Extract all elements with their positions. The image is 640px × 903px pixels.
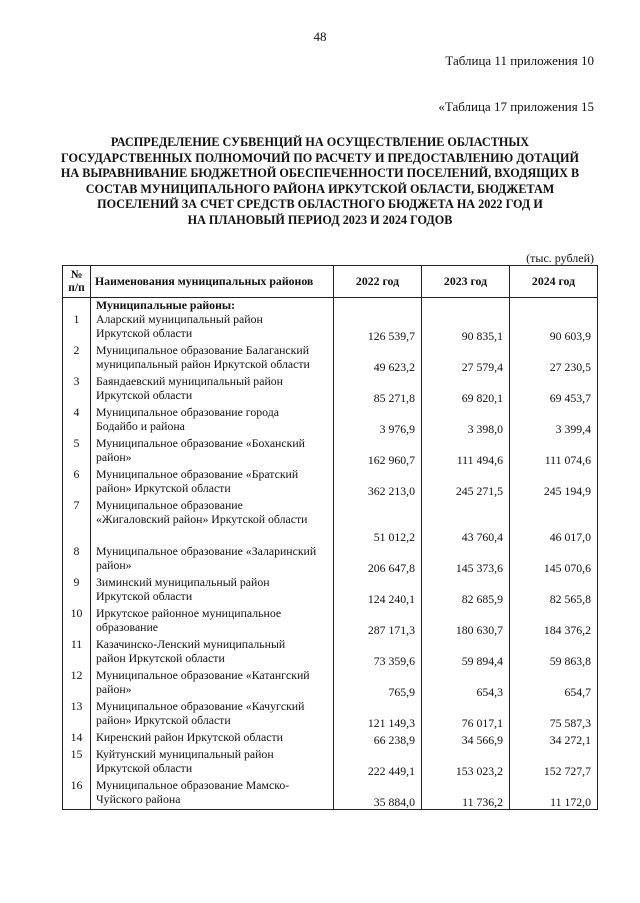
row-number: 6: [63, 467, 91, 498]
value-2024: 90 603,9: [510, 312, 598, 343]
district-name: [91, 730, 334, 747]
district-name-line: Иркутское районное муниципальное: [96, 606, 282, 621]
value-2023: 34 566,9: [422, 730, 510, 747]
value-2024: 69 453,7: [510, 374, 598, 405]
value-2023: 180 630,7: [422, 606, 510, 637]
row-number: 15: [63, 747, 91, 778]
district-name-line: Муниципальное образование «Братский: [96, 467, 299, 482]
row-number: 5: [63, 436, 91, 467]
district-name-line: Бодайбо и района: [96, 419, 185, 434]
district-name-line: муниципальный район Иркутской области: [96, 357, 310, 372]
value-2024: 46 017,0: [510, 498, 598, 544]
table-row: [63, 778, 598, 809]
value-2023: 69 820,1: [422, 374, 510, 405]
value-2022: 162 960,7: [334, 436, 422, 467]
row-number: 9: [63, 575, 91, 606]
district-name-line: район»: [96, 450, 132, 465]
value-2023: 59 894,4: [422, 637, 510, 668]
value-2023: 654,3: [422, 668, 510, 699]
value-2022: 126 539,7: [334, 312, 422, 343]
district-name-line: район»: [96, 682, 132, 697]
row-number: 16: [63, 778, 91, 809]
value-2022: 85 271,8: [334, 374, 422, 405]
title-line: ПОСЕЛЕНИЙ ЗА СЧЕТ СРЕДСТВ ОБЛАСТНОГО БЮДЖЕТА НА 2022 ГОД И: [97, 197, 543, 212]
subsidies-table: [62, 265, 598, 810]
title-line: РАСПРЕДЕЛЕНИЕ СУБВЕНЦИЙ НА ОСУЩЕСТВЛЕНИЕ ОБЛАСТНЫХ: [110, 135, 530, 149]
table-row: [63, 498, 598, 544]
district-name-line: Муниципальное образование «Качугский: [96, 699, 305, 714]
value-2022: 35 884,0: [334, 778, 422, 809]
district-name-line: Баяндаевский муниципальный район: [96, 374, 283, 389]
value-2024: 75 587,3: [510, 699, 598, 730]
district-name: [91, 405, 334, 436]
title-line: НА ВЫРАВНИВАНИЕ БЮДЖЕТНОЙ ОБЕСПЕЧЕННОСТИ ПОСЕЛЕНИЙ, ВХОДЯЩИХ В: [60, 166, 580, 181]
value-2024: 11 172,0: [510, 778, 598, 809]
value-2023: 145 373,6: [422, 544, 510, 575]
row-number: 7: [63, 498, 91, 544]
district-name: [91, 778, 334, 809]
row-number: 12: [63, 668, 91, 699]
value-2024: 152 727,7: [510, 747, 598, 778]
table-row: [63, 544, 598, 575]
table-row: [63, 405, 598, 436]
district-name-line: Зиминский муниципальный район: [96, 575, 270, 590]
value-2023: 43 760,4: [422, 498, 510, 544]
units-label: (тыс. рублей): [526, 251, 594, 265]
value-2022: 206 647,8: [334, 544, 422, 575]
district-name: [91, 374, 334, 405]
district-name-line: Иркутской области: [96, 326, 193, 341]
district-name-line: образование: [96, 620, 159, 635]
header-number: [63, 266, 91, 298]
value-2024: 27 230,5: [510, 343, 598, 374]
value-2023: 3 398,0: [422, 405, 510, 436]
table-body: [63, 298, 598, 810]
header-number-line: п/п: [68, 281, 85, 294]
header-2023: 2023 год: [422, 266, 510, 298]
title-line: СОСТАВ МУНИЦИПАЛЬНОГО РАЙОНА ИРКУТСКОЙ ОБЛАСТИ, БЮДЖЕТАМ: [85, 181, 555, 196]
district-name-line: «Жигаловский район» Иркутской области: [96, 512, 308, 527]
header-number-line: №: [70, 268, 83, 281]
row-number: 1: [63, 312, 91, 343]
value-2022: 765,9: [334, 668, 422, 699]
table-row: [63, 343, 598, 374]
district-name-line: Иркутской области: [96, 761, 193, 776]
row-number: 10: [63, 606, 91, 637]
table-reference: Таблица 11 приложения 10: [445, 53, 594, 68]
value-2022: 73 359,6: [334, 637, 422, 668]
value-2022: 124 240,1: [334, 575, 422, 606]
header-2024: 2024 год: [510, 266, 598, 298]
value-2024: 184 376,2: [510, 606, 598, 637]
value-2022: 287 171,3: [334, 606, 422, 637]
district-name-line: район Иркутской области: [96, 651, 225, 666]
value-2024: 111 074,6: [510, 436, 598, 467]
district-name: [91, 699, 334, 730]
title-line: ГОСУДАРСТВЕННЫХ ПОЛНОМОЧИЙ ПО РАСЧЕТУ И ПРЕДОСТАВЛЕНИЮ ДОТАЦИЙ: [61, 150, 579, 165]
district-name-line: Муниципальное образование «Боханский: [96, 436, 305, 451]
document-title: [50, 135, 590, 229]
row-number: 14: [63, 730, 91, 747]
district-name: [91, 498, 334, 544]
row-number: 2: [63, 343, 91, 374]
value-2024: 59 863,8: [510, 637, 598, 668]
value-2022: 121 149,3: [334, 699, 422, 730]
district-name-line: Иркутской области: [96, 589, 193, 604]
district-name: [91, 637, 334, 668]
header-2022: 2022 год: [334, 266, 422, 298]
district-name-line: Куйтунский муниципальный район: [96, 747, 274, 762]
value-2023: 111 494,6: [422, 436, 510, 467]
value-2023: 153 023,2: [422, 747, 510, 778]
district-name-line: район»: [96, 558, 132, 573]
value-2023: 82 685,9: [422, 575, 510, 606]
page-number: 48: [313, 29, 327, 44]
value-2022: 66 238,9: [334, 730, 422, 747]
table-row: [63, 575, 598, 606]
value-2024: 245 194,9: [510, 467, 598, 498]
value-2023: 90 835,1: [422, 312, 510, 343]
district-name-line: Муниципальное образование: [96, 498, 243, 513]
row-number: 11: [63, 637, 91, 668]
table-row: [63, 467, 598, 498]
value-2024: 34 272,1: [510, 730, 598, 747]
district-name: [91, 343, 334, 374]
district-name-line: район» Иркутской области: [96, 713, 231, 728]
district-name-line: Иркутской области: [96, 388, 193, 403]
table-row: [63, 436, 598, 467]
value-2023: 27 579,4: [422, 343, 510, 374]
title-line: НА ПЛАНОВЫЙ ПЕРИОД 2023 И 2024 ГОДОВ: [187, 212, 453, 227]
value-2024: 145 070,6: [510, 544, 598, 575]
district-name: [91, 606, 334, 637]
value-2024: 82 565,8: [510, 575, 598, 606]
section-row: [63, 298, 598, 313]
section-empty-cell: [422, 298, 510, 313]
row-number: 4: [63, 405, 91, 436]
table-row: [63, 637, 598, 668]
district-name-line: Казачинско-Ленский муниципальный: [96, 637, 286, 652]
section-empty-cell: [510, 298, 598, 313]
value-2022: 49 623,2: [334, 343, 422, 374]
district-name-line: Аларский муниципальный район: [96, 312, 263, 327]
district-name: [91, 467, 334, 498]
table-row: [63, 374, 598, 405]
row-number: 3: [63, 374, 91, 405]
value-2022: 362 213,0: [334, 467, 422, 498]
district-name-line: Муниципальное образование Балаганский: [96, 343, 310, 358]
table-row: [63, 606, 598, 637]
value-2023: 11 736,2: [422, 778, 510, 809]
value-2022: 222 449,1: [334, 747, 422, 778]
district-name: [91, 544, 334, 575]
value-2023: 76 017,1: [422, 699, 510, 730]
table-row: [63, 668, 598, 699]
district-name: [91, 747, 334, 778]
district-name: [91, 312, 334, 343]
district-name: [91, 436, 334, 467]
district-name-line: Муниципальное образование города: [96, 405, 279, 420]
district-name-line: Муниципальное образование Мамско-: [96, 778, 290, 793]
table-header-row: [63, 266, 598, 298]
section-num-cell: [63, 298, 91, 313]
section-empty-cell: [334, 298, 422, 313]
table-row: [63, 730, 598, 747]
value-2024: 3 399,4: [510, 405, 598, 436]
district-name-line: Муниципальное образование «Заларинский: [96, 544, 317, 559]
district-name-line: Муниципальное образование «Катангский: [96, 668, 310, 683]
table-reference-main: «Таблица 17 приложения 15: [438, 99, 594, 114]
header-name: Наименования муниципальных районов: [91, 266, 334, 298]
row-number: 8: [63, 544, 91, 575]
value-2022: 3 976,9: [334, 405, 422, 436]
value-2022: 51 012,2: [334, 498, 422, 544]
district-name-line: Чуйского района: [96, 792, 181, 807]
table-row: [63, 699, 598, 730]
value-2024: 654,7: [510, 668, 598, 699]
value-2023: 245 271,5: [422, 467, 510, 498]
table-row: [63, 747, 598, 778]
district-name-line: Киренский район Иркутской области: [96, 730, 283, 745]
district-name-line: район» Иркутской области: [96, 481, 231, 496]
row-number: 13: [63, 699, 91, 730]
district-name: [91, 575, 334, 606]
section-label: Муниципальные районы:: [91, 298, 334, 313]
district-name: [91, 668, 334, 699]
table-row: [63, 312, 598, 343]
